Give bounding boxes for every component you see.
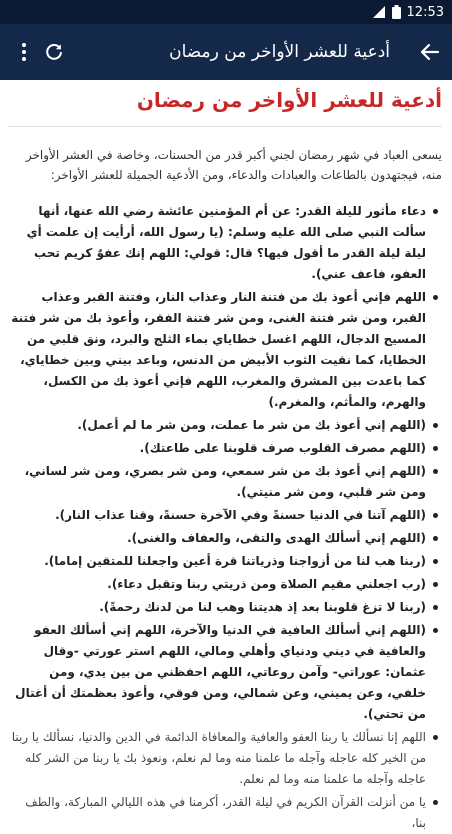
dua-item: (اللهم إني أسألك الهدى والتقى، والعفاف والغنى).	[8, 528, 442, 549]
battery-icon	[392, 5, 401, 19]
dua-item: (اللهم إني أعوذ بك من شر سمعي، ومن شر بصري، ومن شر لساني، ومن شر قلبي، ومن شر منيتي).	[8, 461, 442, 503]
dua-item: (ربنا لا تزغ قلوبنا بعد إذ هديتنا وهب لنا من لدنك رحمةً).	[8, 597, 442, 618]
overflow-menu-button[interactable]	[10, 38, 38, 66]
dua-item: (اللهم إني أسألك العافية في الدنيا والآخرة، اللهم إني أسألك العفو والعافية في ديني ودنياي وأهلي ومالي، اللهم استر عورتي -وقال عثمان: عوراتي- وآمن روعاتي، اللهم احفظني من بين يدي، ومن خلفي، وعن يميني، وعن شمالي، ومن فوقي، وأعوذ بعظمتك أن أغتال من تحتي).	[8, 620, 442, 725]
refresh-button[interactable]	[40, 38, 68, 66]
dua-item: (اللهم آتنا في الدنيا حسنةً وفي الآخرة حسنةً، وقنا عذاب النار).	[8, 505, 442, 526]
dua-item: يا من أنزلت القرآن الكريم في ليلة القدر، أكرمنا في هذه الليالي المباركة، والطف بنا،	[8, 792, 442, 834]
dua-list	[8, 201, 442, 834]
status-time: 12:53	[406, 4, 444, 20]
status-bar	[0, 0, 452, 24]
dua-item: دعاء مأثور لليلة القدر: عن أم المؤمنين عائشة رضي الله عنها، أنها سألت النبي صلى الله عليه وسلم: (يا رسول الله، أرأيت إن علمت أي ليلة ليلة القدر ما أقول فيها؟ قال: قولي: اللهم إنك عفوٌ كريم تحب العفو، فاعف عني).	[8, 201, 442, 285]
app-bar-title: أدعية للعشر الأواخر من رمضان	[169, 42, 390, 62]
app-bar	[0, 24, 452, 80]
article-title: أدعية للعشر الأواخر من رمضان	[8, 80, 442, 127]
more-vert-icon	[12, 40, 36, 64]
dua-item: (ربنا هب لنا من أزواجنا وذرياتنا قرة أعين واجعلنا للمتقين إماما).	[8, 551, 442, 572]
refresh-icon	[43, 41, 65, 63]
article-intro: يسعى العباد في شهر رمضان لجني أكبر قدر من الحسنات، وخاصة في العشر الأواخر منه، فيجتهدون بالطاعات والعبادات والدعاء، ومن الأدعية الجميلة للعشر الأواخر:	[25, 148, 442, 182]
dua-item: اللهم فإني أعوذ بك من فتنة النار وعذاب النار، وفتنة القبر وعذاب القبر، ومن شر فتنة الغنى، ومن شر فتنة الفقر، وأعوذ بك من شر فتنة المسيح الدجال، اللهم اغسل خطاياي بماء الثلج والبرد، ونق قلبي من الخطايا، كما نقيت الثوب الأبيض من الدنس، وباعد بيني وبين خطاياي، كما باعدت بين المشرق والمغرب، اللهم فإني أعوذ بك من الكسل، والهرم، والمأثم، والمغرم.)	[8, 287, 442, 413]
arrow-back-icon	[418, 40, 442, 64]
article-content[interactable]	[0, 80, 452, 830]
back-button[interactable]	[416, 38, 444, 66]
dua-item: (اللهم مصرف القلوب صرف قلوبنا على طاعتك).	[8, 438, 442, 459]
dua-item: اللهم إنا نسألك يا ربنا العفو والعافية والمعافاة الدائمة في الدين والدنيا، نسألك يا ربنا من الخير كله عاجله وآجله ما علمنا منه وما لم نعلم، ونعوذ بك يا ربنا من الشر كله عاجله وآجله ما علمنا منه وما لم نعلم.	[8, 727, 442, 790]
dua-item: (رب اجعلني مقيم الصلاة ومن ذريتي ربنا وتقبل دعاء).	[8, 574, 442, 595]
signal-icon	[372, 5, 386, 19]
dua-item: (اللهم إني أعوذ بك من شر ما عملت، ومن شر ما لم أعمل).	[8, 415, 442, 436]
